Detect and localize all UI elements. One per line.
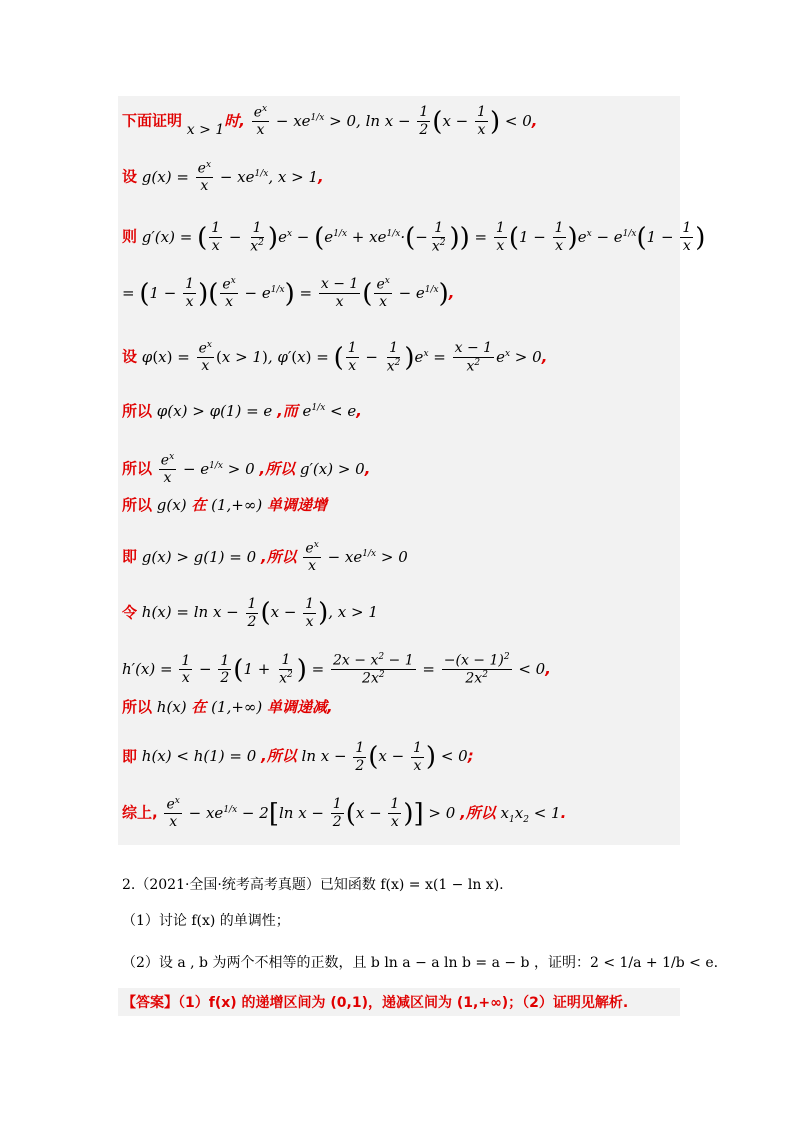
solution-line-6 (122, 404, 362, 419)
solution-line-1 (122, 104, 537, 139)
solution-line-3 (122, 220, 705, 255)
question-part-1: （1）讨论 f(x) 的单调性； (122, 913, 290, 929)
math-expression: = (1 − $\frac{1}{x}$ )( $\frac{e^x}{x}$ − $e^{1/x}$) = $\frac{x - 1}{x}$ ( $\frac{e^x}{x}$ − $e^{1/x}$), (122, 276, 455, 311)
solution-line-7 (122, 452, 370, 487)
math-expression: h′(x) = $\frac{1}{x}$ − $\frac{1}{2}$ (1 + $\frac{1}{x^2}$ ) = $\frac{2x - x^2 - 1}{2x^2}$ = $\frac{-(x - 1)^2}{2x^2}$ < 0, (122, 652, 551, 688)
solution-line-10 (122, 596, 378, 631)
math-expression: φ(x) = $\frac{e^x}{x}$ (x > 1), φ′(x) = ( $\frac{1}{x}$ − $\frac{1}{x^2}$ )$e^x$ = $\frac{x - 1}{x^2}$ $e^x > 0$, (141, 340, 548, 375)
line-label: 令 (122, 603, 138, 622)
answer-text: 【答案】（1）f(x) 的递增区间为 (0,1)，递减区间为 (1,+∞)；（2）证明见解析. (122, 995, 629, 1011)
math-expression: h(x) = ln x − $\frac{1}{2}$ (x − $\frac{1}{x}$ ), x > 1 (141, 596, 378, 630)
line-label: 综上, (122, 803, 158, 822)
question-stem: 2.（2021·全国·统考高考真题）已知函数 f(x) = x(1 − ln x). (122, 877, 504, 893)
solution-line-4 (122, 276, 455, 311)
solution-line-13 (122, 740, 474, 775)
line-label: 设 (122, 347, 138, 366)
line-label: 则 (122, 227, 138, 246)
line-label: 即 (122, 547, 138, 566)
solution-line-11 (122, 652, 551, 688)
solution-line-12 (122, 700, 333, 715)
solution-line-9 (122, 540, 408, 575)
solution-line-8 (122, 498, 327, 513)
line-label: 所以 (122, 459, 153, 478)
math-expression: g(x) = $\frac{e^x}{x}$ − $xe^{1/x}$, x > 1, (141, 160, 324, 195)
solution-line-2 (122, 160, 324, 195)
question-part-2: （2）设 a , b 为两个不相等的正数，且 b ln a − a ln b = a − b ，证明：2 < 1/a + 1/b < e. (122, 955, 719, 971)
line-label: 下面证明 (122, 111, 183, 130)
math-expression: $\frac{e^x}{x}$ − $xe^{1/x} - 2[\ln$ x − $\frac{1}{2}$ (x − $\frac{1}{x}$ )] > 0 ,所以 $x_1x_2 < 1$. (166, 796, 567, 831)
math-expression: $_{x > 1}$时, $\frac{e^x}{x}$ − $xe^{1/x} > 0$, ln x − $\frac{1}{2}$ (x − $\frac{1}{x}$ ) < 0, (186, 104, 538, 139)
line-label: 所以 (122, 402, 153, 420)
math-expression: $\frac{e^x}{x}$ − $e^{1/x} > 0$ ,所以 g′(x) > 0, (160, 452, 371, 487)
line-label: 设 (122, 167, 138, 186)
line-label: 即 (122, 747, 138, 766)
line-label: 所以 (122, 496, 153, 514)
math-expression: h(x) 在 (1,+∞) 单调递减, (156, 698, 333, 716)
line-label: 所以 (122, 698, 153, 716)
math-expression: h(x) < h(1) = 0 ,所以 ln x − $\frac{1}{2}$ (x − $\frac{1}{x}$ ) < 0; (141, 740, 474, 774)
math-expression: g(x) > g(1) = 0 ,所以 $\frac{e^x}{x}$ − $xe^{1/x} > 0$ (141, 540, 408, 575)
solution-line-14 (122, 796, 566, 831)
math-expression: g(x) 在 (1,+∞) 单调递增 (156, 496, 327, 514)
math-expression: g′(x) = ( $\frac{1}{x}$ − $\frac{1}{x^2}$ )$e^x - (e^{1/x} + xe^{1/x}\cdot(-$ $\frac{1}{x^2}$ )) = $\frac{1}{x}$ (1 − $\frac{1}{x}$ )$e^x - e^{1/x}(1$ − $\frac{1}{x}$ ) (141, 220, 706, 255)
math-expression: φ(x) > φ(1) = e ,而 $e^{1/x} < e$, (156, 402, 362, 420)
solution-line-5 (122, 340, 547, 375)
